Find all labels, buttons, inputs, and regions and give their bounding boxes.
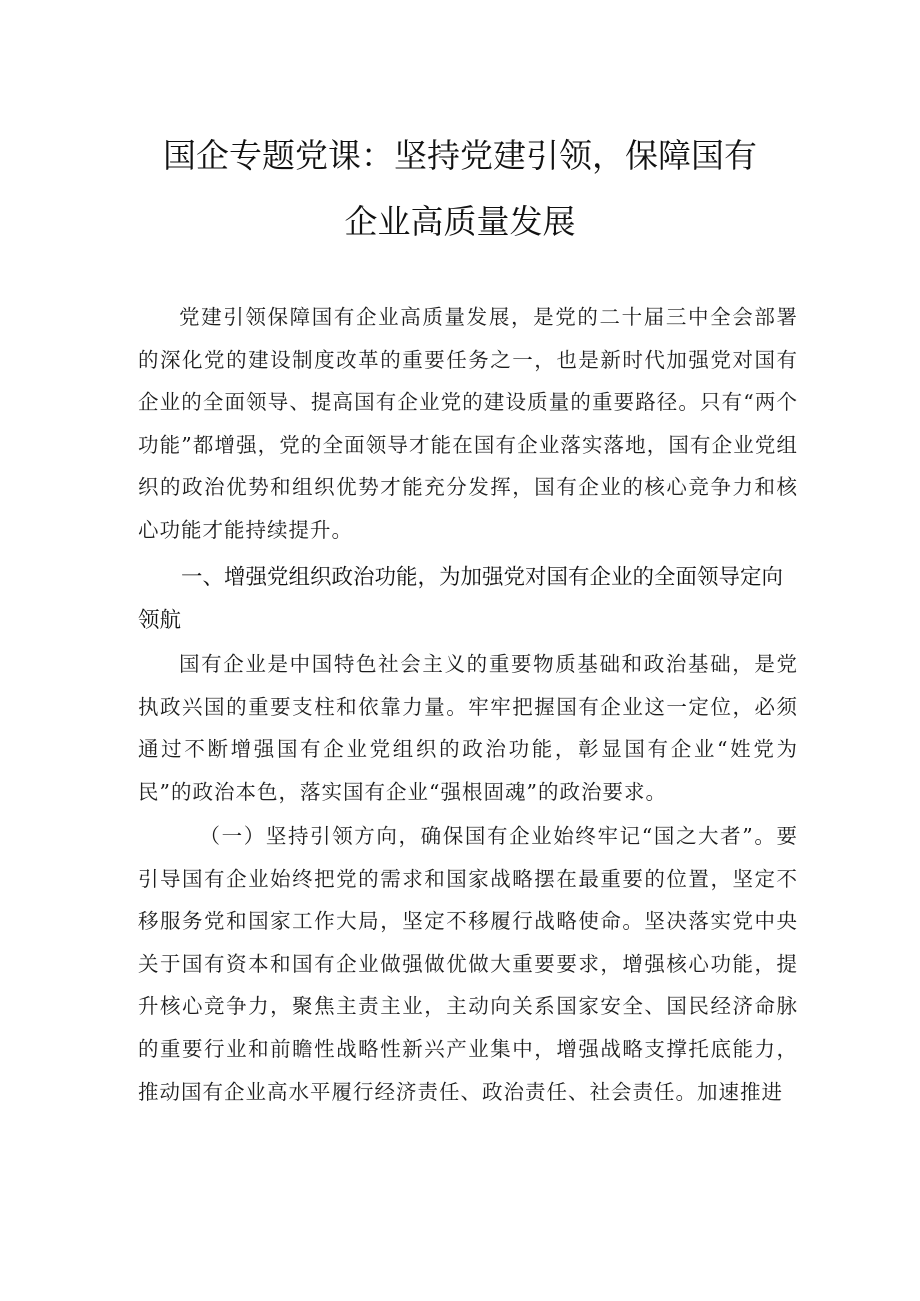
document-title-line-1: 国企专题党课：坚持党建引领，保障国有: [163, 136, 757, 175]
section-heading: 一、增强党组织政治功能，为加强党对国有企业的全面领导定向领航: [138, 565, 784, 633]
section-paragraph: 国有企业是中国特色社会主义的重要物质基础和政治基础，是党执政兴国的重要支柱和依靠力量。牢牢把握国有企业这一定位，必须通过不断增强国有企业党组织的政治功能，彰显国有企业“姓党为民”的政治本色，落实国有企业“强根固魂”的政治要求。: [138, 652, 798, 804]
intro-paragraph: 党建引领保障国有企业高质量发展，是党的二十届三中全会部署的深化党的建设制度改革的重要任务之一，也是新时代加强党对国有企业的全面领导、提高国有企业党的建设质量的重要路径。只有“两个功能”都增强，党的全面领导才能在国有企业落实落地，国有企业党组织的政治优势和组织优势才能充分发挥，国有企业的核心竞争力和核心功能才能持续提升。: [138, 305, 798, 542]
subsection-paragraph: （一）坚持引领方向，确保国有企业始终牢记“国之大者”。要引导国有企业始终把党的需求和国家战略摆在最重要的位置，坚定不移服务党和国家工作大局，坚定不移履行战略使命。坚决落实党中央关于国有资本和国有企业做强做优做大重要要求，增强核心功能，提升核心竞争力，聚焦主责主业，主动向关系国家安全、国民经济命脉的重要行业和前瞻性战略性新兴产业集中，增强战略支撑托底能力，推动国有企业高水平履行经济责任、政治责任、社会责任。加速推进: [138, 824, 798, 1104]
document-title-line-2: 企业高质量发展: [344, 202, 576, 241]
